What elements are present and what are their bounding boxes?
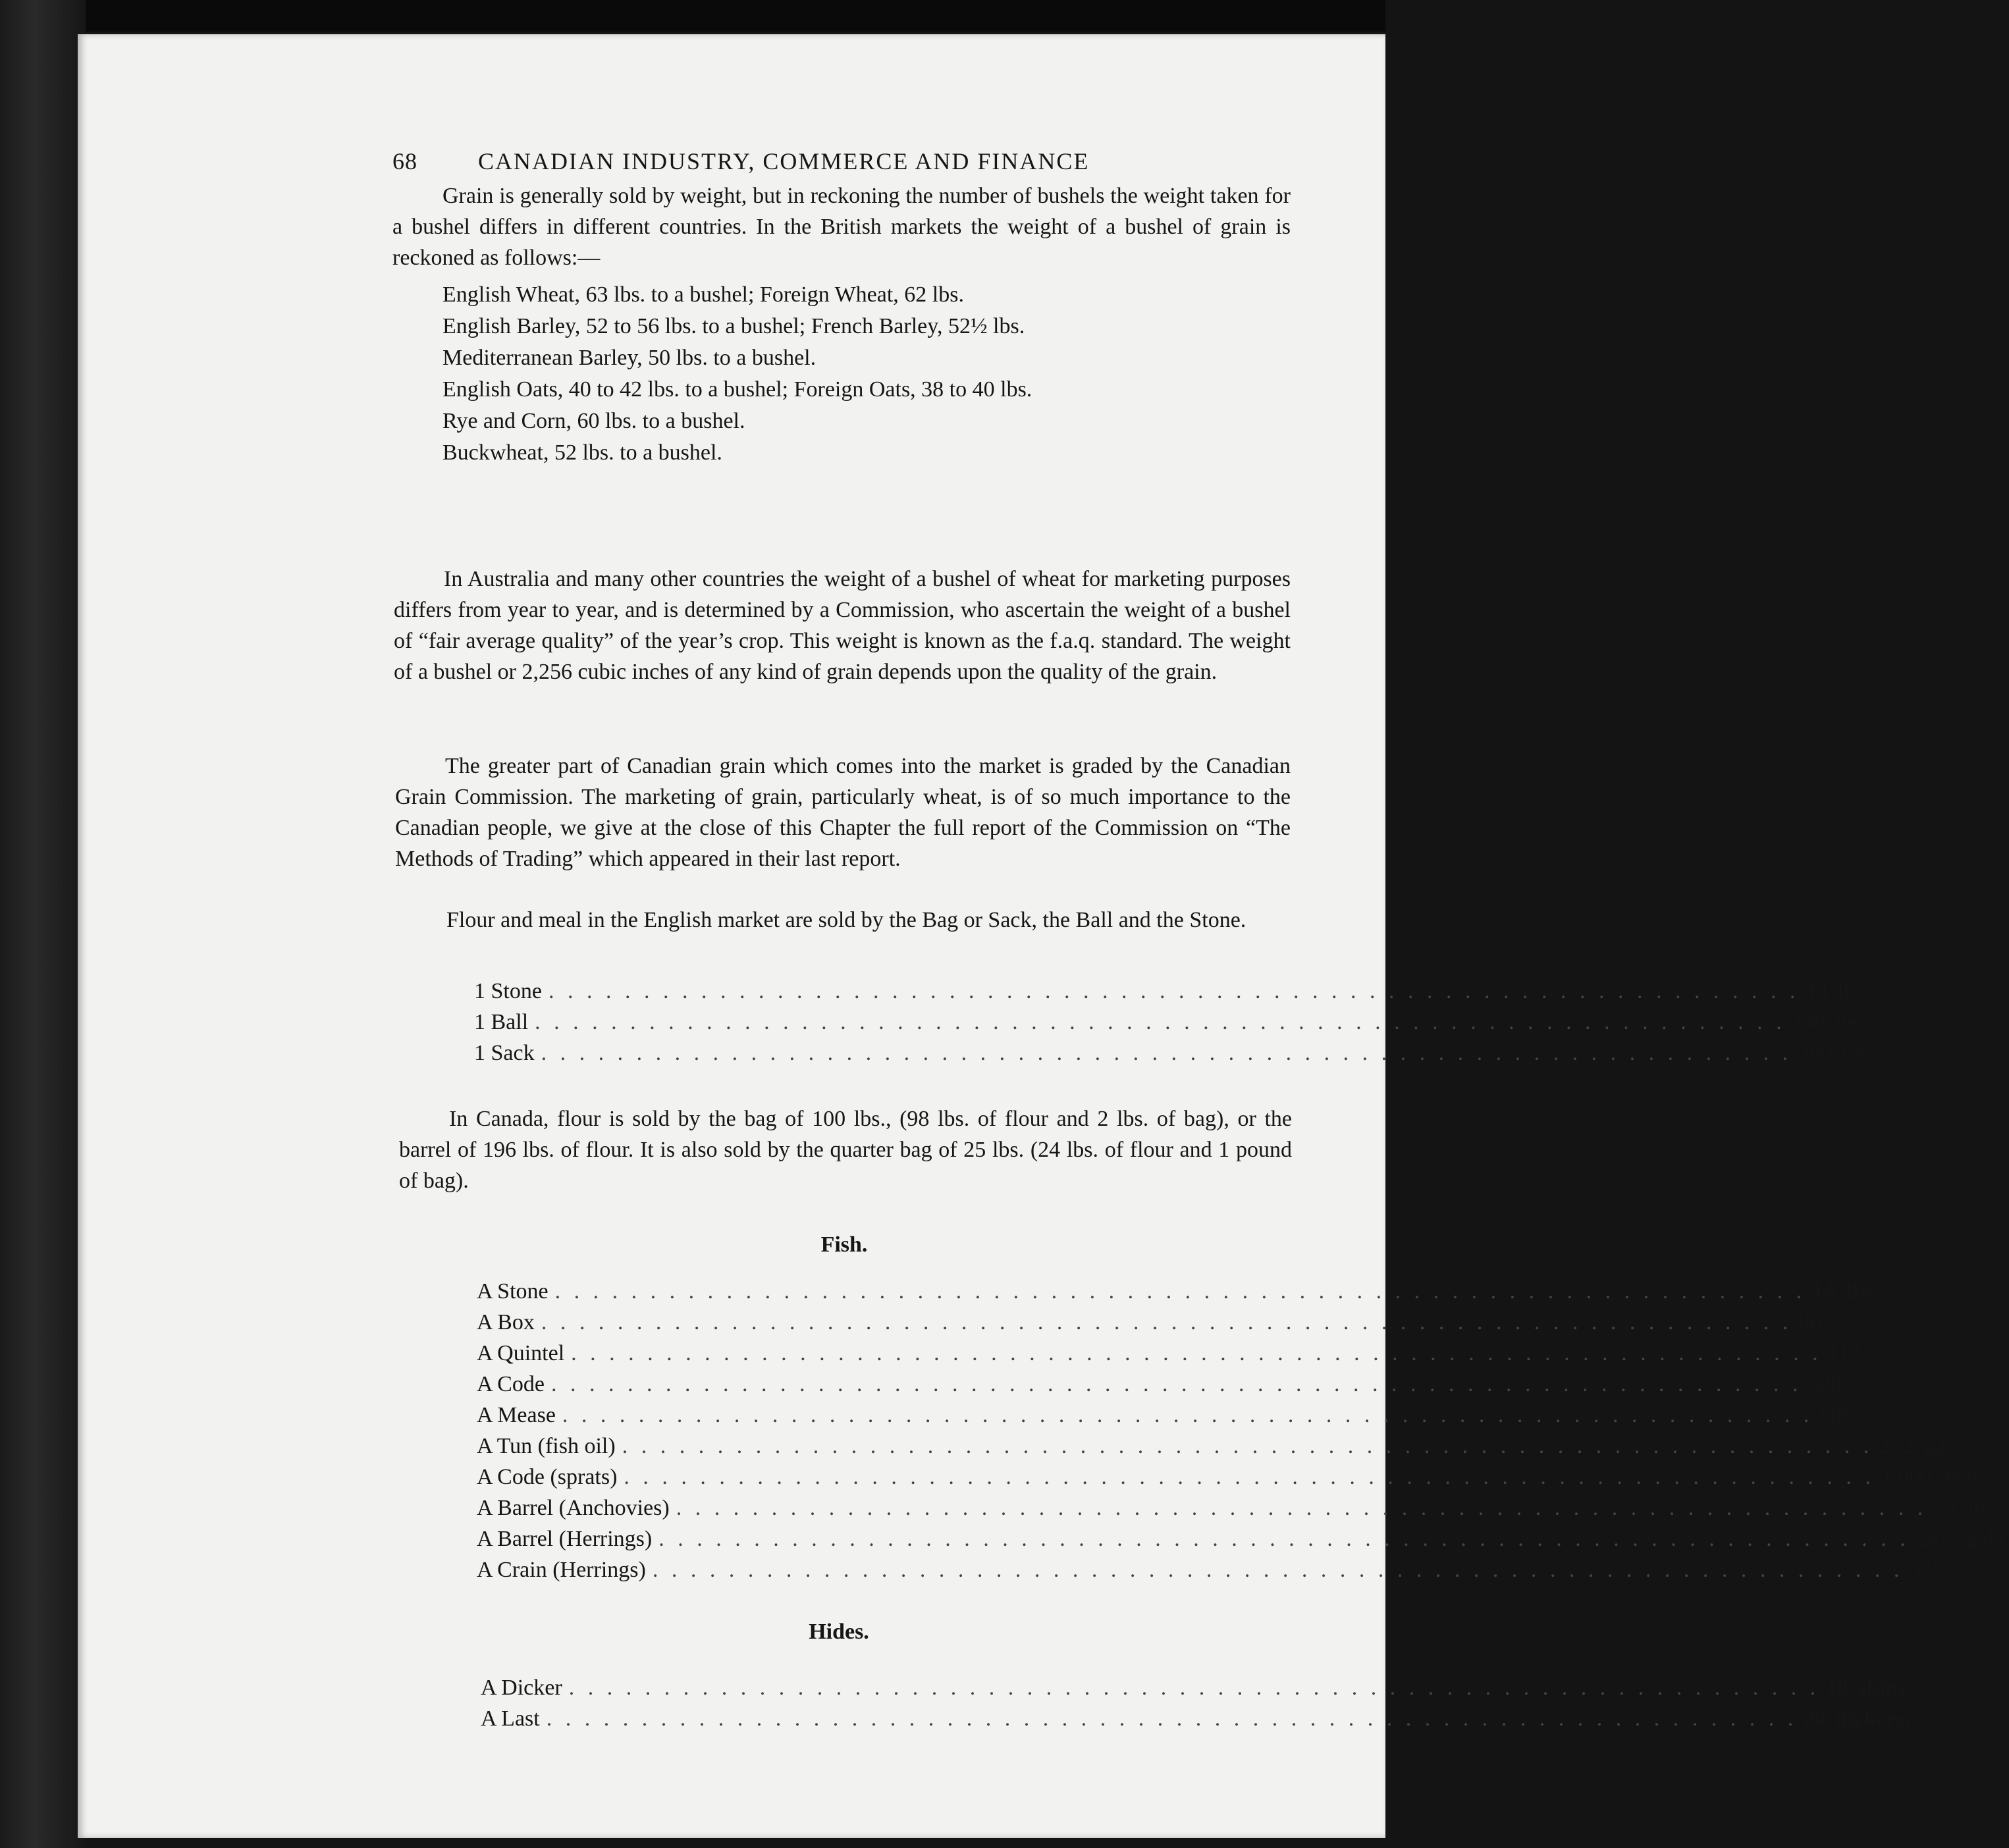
measure-qty: 252 [1879,1434,1914,1458]
flour-canada-paragraph: In Canada, flour is sold by the bag of 100 lbs., (98 lbs. of flour and 2 lbs. of bag), or the barrel of 196 lbs. of flour. It is also sold by the quarter bag of 25 lbs. (24 lbs. of flour and 1 pound of bag). [399,1107,1292,1193]
measure-qty: 280 [1798,1041,1833,1065]
measure-qty: 600 [1819,1403,1854,1427]
bushel-weight-item: Mediterranean Barley, 50 lbs. to a bushel. [442,346,817,370]
flour-english-paragraph: Flour and meal in the English market are sold by the Bag or Sack, the Ball and the Stone. [446,908,1246,932]
table-row [477,1369,1864,1400]
measure-qty: 37½ [1910,1558,1949,1582]
dot-leader: . . . . . . . . . . . . . . . . . . . . . . . . . . . . . . . . . . . . . . . . . . . . . . . . . . . . . . . . . . . . . . . . . . [535,1010,1786,1034]
flour-measures-table [474,976,1873,1069]
measure-name: A Quintel [477,1341,565,1365]
measure-unit: ” [1854,1372,1864,1396]
fish-measures-table [477,1276,2009,1585]
bushel-weight-item: Buckwheat, 52 lbs. to a bushel. [442,440,722,465]
measure-unit: ” [1873,1341,1883,1365]
measure-unit: ” [1960,1558,1971,1582]
measure-qty: 112 [1828,1341,1862,1365]
measure-unit: gals. [1925,1434,1967,1458]
measure-qty: 26¾ [1915,1527,1956,1551]
measure-qty: 14 [1806,979,1829,1003]
measure-unit: lbs. [1841,1041,1873,1065]
table-row [477,1462,1983,1492]
table-row [477,1492,2000,1523]
page-number: 68 [392,148,417,174]
measure-unit: lbs. [1968,1496,2000,1520]
measure-qty: 30 [1933,1496,1956,1520]
measure-name: A Dicker [481,1676,562,1700]
table-row [477,1431,1967,1462]
table-row [481,1672,1912,1703]
measure-name: A Barrel (Anchovies) [477,1496,670,1520]
scan-top-edge [0,0,1385,32]
table-row [474,1038,1873,1069]
table-row [477,1307,1843,1338]
measure-name: 1 Sack [474,1041,535,1065]
measure-name: A Last [481,1706,540,1731]
measure-name: A Mease [477,1403,556,1427]
table-row [477,1400,1875,1431]
measure-name: A Tun (fish oil) [477,1434,616,1458]
table-row [477,1338,1883,1369]
measure-unit: lbs. [1846,1279,1880,1304]
dot-leader: . . . . . . . . . . . . . . . . . . . . . . . . . . . . . . . . . . . . . . . . . . . . . . . . . . . . . . . . . . . . . . . . . . [546,1706,1798,1731]
measure-name: A Code (sprats) [477,1465,618,1489]
page-title: CANADIAN INDUSTRY, COMMERCE AND FINANCE [478,148,1090,174]
table-row [477,1523,2009,1554]
australia-paragraph: In Australia and many other countries the weight of a bushel of wheat for marketing purposes differs from year to year, and is determined by a Commission, who ascertain the weight of a bushel of “fair average quality” of the year’s crop. This weight is known as the f.a.q. standard. The weight of a bushel or 2,256 cubic inches of any kind of grain depends upon the quality of the grain. [394,567,1291,684]
measure-unit: lbs. [1835,1010,1867,1034]
hides-section-title: Hides. [809,1620,869,1644]
scan-left-edge [0,0,86,1848]
table-row [477,1276,1880,1307]
bushel-weight-item: English Oats, 40 to 42 lbs. to a bushel; Foreign Oats, 38 to 40 lbs. [442,377,1032,402]
dot-leader: . . . . . . . . . . . . . . . . . . . . . . . . . . . . . . . . . . . . . . . . . . . . . . . . . . . . . . . . . . . . . . . . . . [554,1279,1806,1304]
dot-leader: . . . . . . . . . . . . . . . . . . . . . . . . . . . . . . . . . . . . . . . . . . . . . . . . . . . . . . . . . . . . . . . . . . [548,979,1800,1003]
intro-paragraph: Grain is generally sold by weight, but in reckoning the number of bushels the weight taken for a bushel differs in different countries. In the British markets the weight of a bushel of grain is reckoned as follows:— [392,184,1291,270]
measure-name: A Crain (Herrings) [477,1558,646,1582]
measure-name: 1 Ball [474,1010,529,1034]
fish-section-title: Fish. [820,1232,868,1257]
bushel-weight-list [442,279,1032,469]
canadian-grain-paragraph: The greater part of Canadian grain which comes into the market is graded by the Canadian Grain Commission. The marketing of grain, particularly wheat, is of so much importance to the Canadian people, we give at the close of this Chapter the full report of the Commission on “The Methods of Trading” which appeared in their last report. [395,754,1291,871]
dot-leader: . . . . . . . . . . . . . . . . . . . . . . . . . . . . . . . . . . . . . . . . . . . . . . . . . . . . . . . . . . . . . . . . . . [562,1403,1813,1427]
measure-name: A Code [477,1372,545,1396]
measure-unit: ” [1865,1403,1875,1427]
dot-leader: . . . . . . . . . . . . . . . . . . . . . . . . . . . . . . . . . . . . . . . . . . . . . . . . . . . . . . . . . . . . . . . . . . [624,1465,1875,1489]
measure-qty: 20 [1804,1706,1827,1731]
bushel-weight-item: Rye and Corn, 60 lbs. to a bushel. [442,409,745,433]
measure-qty: 14 [1812,1279,1835,1304]
hides-measures-table [481,1672,1912,1734]
measure-unit: skins. [1858,1676,1912,1700]
dot-leader: . . . . . . . . . . . . . . . . . . . . . . . . . . . . . . . . . . . . . . . . . . . . . . . . . . . . . . . . . . . . . . . . . . [550,1372,1802,1396]
running-head [392,147,1089,175]
measure-qty: 500 [1808,1372,1842,1396]
measure-name: A Barrel (Herrings) [477,1527,653,1551]
dot-leader: . . . . . . . . . . . . . . . . . . . . . . . . . . . . . . . . . . . . . . . . . . . . . . . . . . . . . . . . . . . . . . . . . . [568,1676,1820,1700]
dot-leader: . . . . . . . . . . . . . . . . . . . . . . . . . . . . . . . . . . . . . . . . . . . . . . . . . . . . . . . . . . . . . . . . . . [541,1041,1792,1065]
measure-unit: ” [1833,1310,1843,1334]
measure-qty: 90 [1798,1310,1821,1334]
measure-unit: fish. [1943,1465,1983,1489]
dot-leader: . . . . . . . . . . . . . . . . . . . . . . . . . . . . . . . . . . . . . . . . . . . . . . . . . . . . . . . . . . . . . . . . . . [541,1310,1792,1334]
bushel-weight-item: English Barley, 52 to 56 lbs. to a bushel; French Barley, 52½ lbs. [442,314,1025,338]
measure-name: A Box [477,1310,535,1334]
measure-name: 1 Stone [474,979,542,1003]
measure-unit: gals. [1967,1527,2009,1551]
table-row [481,1703,1911,1734]
book-page [78,34,2009,1838]
dot-leader: . . . . . . . . . . . . . . . . . . . . . . . . . . . . . . . . . . . . . . . . . . . . . . . . . . . . . . . . . . . . . . . . . . [658,1527,1910,1551]
table-row [474,976,1869,1007]
measure-qty: 1,000 [1881,1465,1932,1489]
dot-leader: . . . . . . . . . . . . . . . . . . . . . . . . . . . . . . . . . . . . . . . . . . . . . . . . . . . . . . . . . . . . . . . . . . [652,1558,1904,1582]
dot-leader: . . . . . . . . . . . . . . . . . . . . . . . . . . . . . . . . . . . . . . . . . . . . . . . . . . . . . . . . . . . . . . . . . . [571,1341,1822,1365]
measure-name: A Stone [477,1279,549,1304]
measure-qty: 140 [1792,1010,1826,1034]
table-row [474,1007,1867,1038]
measure-qty: 10 [1826,1676,1849,1700]
measure-unit: dickers. [1835,1706,1911,1731]
dot-leader: . . . . . . . . . . . . . . . . . . . . . . . . . . . . . . . . . . . . . . . . . . . . . . . . . . . . . . . . . . . . . . . . . . [622,1434,1873,1458]
dot-leader: . . . . . . . . . . . . . . . . . . . . . . . . . . . . . . . . . . . . . . . . . . . . . . . . . . . . . . . . . . . . . . . . . . [676,1496,1927,1520]
bushel-weight-item: English Wheat, 63 lbs. to a bushel; Foreign Wheat, 62 lbs. [442,282,964,307]
measure-unit: lbs. [1837,979,1869,1003]
table-row [477,1554,1971,1585]
